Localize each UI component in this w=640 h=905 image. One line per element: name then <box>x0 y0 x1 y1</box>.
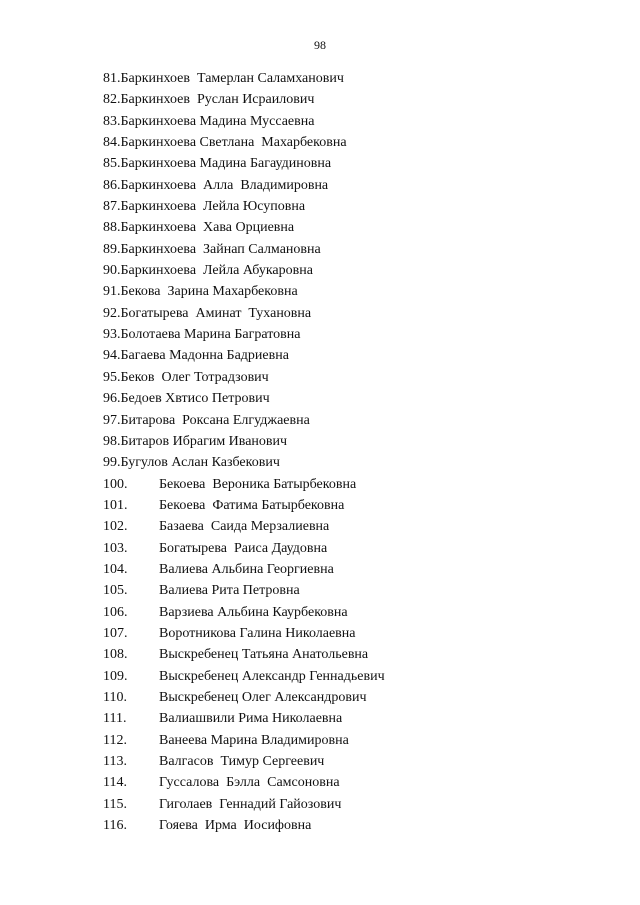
list-item-number: 90. <box>103 263 121 279</box>
list-item <box>103 132 603 153</box>
list-item-number: 86. <box>103 177 121 193</box>
list-item <box>103 623 603 644</box>
list-item <box>103 111 603 132</box>
list-item <box>103 452 603 473</box>
list-item-name: Валиашвили Рима Николаевна <box>159 711 343 727</box>
list-item <box>103 303 603 324</box>
list-item-number: 116. <box>103 818 127 834</box>
list-item <box>103 815 603 836</box>
list-item-name: Выскребенец Татьяна Анатольевна <box>159 647 369 663</box>
list-item-number: 92. <box>103 305 121 321</box>
list-item-name: Валиева Рита Петровна <box>159 583 300 599</box>
list-item-number: 99. <box>103 455 121 471</box>
list-item-number: 89. <box>103 241 121 257</box>
list-item <box>103 281 603 302</box>
list-item-number: 82. <box>103 92 121 108</box>
list-item-number: 87. <box>103 199 121 215</box>
list-item <box>103 367 603 388</box>
list-item <box>103 68 603 89</box>
list-item-number: 97. <box>103 412 121 428</box>
list-item-name: Баркинхоева Лейла Абукаровна <box>120 263 313 279</box>
list-item <box>103 644 603 665</box>
list-item <box>103 260 603 281</box>
list-item <box>103 495 603 516</box>
list-item-name: Баркинхоева Зайнап Салмановна <box>120 241 321 257</box>
list-item-name: Валиева Альбина Георгиевна <box>159 561 334 577</box>
list-item-name: Гуссалова Бэлла Самсоновна <box>159 775 340 791</box>
list-item <box>103 538 603 559</box>
list-item-name: Баркинхоева Лейла Юсуповна <box>120 199 306 215</box>
list-item <box>103 410 603 431</box>
list-item-number: 110. <box>103 689 127 705</box>
list-item-number: 111. <box>103 711 127 727</box>
list-item-name: Баркинхоев Тамерлан Саламханович <box>120 71 344 86</box>
list-item-number: 95. <box>103 369 121 385</box>
list-item-number: 112. <box>103 732 127 748</box>
list-item-number: 108. <box>103 647 128 663</box>
list-item <box>103 345 603 366</box>
list-item-name: Битаров Ибрагим Иванович <box>120 433 288 449</box>
list-item <box>103 708 603 729</box>
list-item-number: 84. <box>103 135 121 151</box>
list-item-number: 109. <box>103 668 128 684</box>
page-number: 98 <box>314 38 326 52</box>
list-item-name: Багаева Мадонна Бадриевна <box>120 348 289 364</box>
list-item-name: Баркинхоев Руслан Исраилович <box>120 92 315 108</box>
list-item-number: 106. <box>103 604 128 620</box>
list-item-number: 96. <box>103 391 121 407</box>
list-item-number: 115. <box>103 796 127 812</box>
list-item <box>103 175 603 196</box>
list-item-number: 93. <box>103 327 121 343</box>
list-item-name: Гояева Ирма Иосифовна <box>159 818 312 834</box>
list-item-name: Варзиева Альбина Каурбековна <box>159 604 348 620</box>
list-item-number: 83. <box>103 113 121 129</box>
list-item-name: Гиголаев Геннадий Гайозович <box>159 796 342 812</box>
list-item <box>103 687 603 708</box>
list-item-name: Выскребенец Олег Александрович <box>159 689 367 705</box>
list-item <box>103 217 603 238</box>
list-item <box>103 559 603 580</box>
list-item-number: 104. <box>103 561 128 577</box>
list-item <box>103 794 603 815</box>
list-item-number: 81. <box>103 71 121 86</box>
list-item-name: Баркинхоева Светлана Махарбековна <box>120 135 347 151</box>
list-item <box>103 666 603 687</box>
list-item-name: Баркинхоева Мадина Муссаевна <box>120 113 315 129</box>
list-item-name: Битарова Роксана Елгуджаевна <box>120 412 310 428</box>
list-item-name: Выскребенец Александр Геннадьевич <box>159 668 385 684</box>
list-item-number: 105. <box>103 583 128 599</box>
list-item <box>103 196 603 217</box>
list-item-name: Бекоева Фатима Батырбековна <box>159 497 345 513</box>
list-item-name: Валгасов Тимур Сергеевич <box>159 754 325 769</box>
list-item-number: 114. <box>103 775 127 791</box>
list-item <box>103 602 603 623</box>
list-item-name: Воротникова Галина Николаевна <box>159 625 356 641</box>
list-item <box>103 580 603 601</box>
list-item-number: 94. <box>103 348 121 364</box>
list-item-name: Ванеева Марина Владимировна <box>159 732 349 748</box>
list-item-name: Богатырева Аминат Тухановна <box>120 305 312 321</box>
list-item-number: 113. <box>103 754 127 769</box>
list-item-number: 85. <box>103 156 121 172</box>
list-item-name: Бедоев Хвтисо Петрович <box>120 391 270 407</box>
list-item <box>103 388 603 409</box>
list-item <box>103 431 603 452</box>
list-item <box>103 751 603 772</box>
list-item-name: Бугулов Аслан Казбекович <box>120 455 280 471</box>
list-item <box>103 474 603 495</box>
list-item-name: Беков Олег Тотрадзович <box>120 369 269 385</box>
list-item-name: Баркинхоева Алла Владимировна <box>120 177 329 193</box>
list-item <box>103 730 603 751</box>
list-item <box>103 324 603 345</box>
list-item-name: Баркинхоева Хава Орциевна <box>120 220 295 236</box>
list-item-number: 101. <box>103 497 128 513</box>
name-list <box>103 68 603 836</box>
list-item-name: Бекоева Вероника Батырбековна <box>159 476 357 492</box>
list-item-number: 103. <box>103 540 128 556</box>
list-item-name: Бекова Зарина Махарбековна <box>120 284 298 300</box>
list-item-name: Базаева Саида Мерзалиевна <box>159 519 330 535</box>
list-item <box>103 239 603 260</box>
list-item-number: 107. <box>103 625 128 641</box>
list-item-number: 100. <box>103 476 128 492</box>
list-item-number: 102. <box>103 519 128 535</box>
list-item-number: 88. <box>103 220 121 236</box>
list-item <box>103 516 603 537</box>
list-item <box>103 772 603 793</box>
list-item <box>103 89 603 110</box>
list-item-name: Болотаева Марина Багратовна <box>120 327 301 343</box>
list-item-number: 91. <box>103 284 121 300</box>
list-item-number: 98. <box>103 433 121 449</box>
list-item-name: Богатырева Раиса Даудовна <box>159 540 328 556</box>
list-item <box>103 153 603 174</box>
list-item-name: Баркинхоева Мадина Багаудиновна <box>120 156 332 172</box>
